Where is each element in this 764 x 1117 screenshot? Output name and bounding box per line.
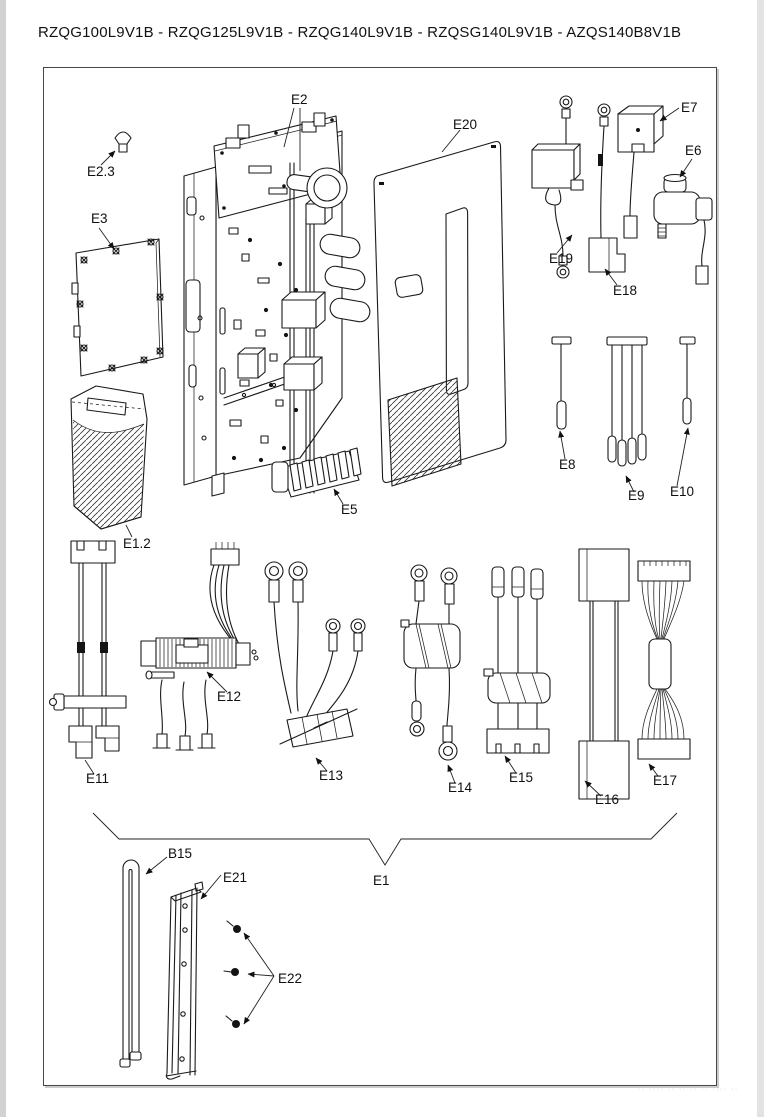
- part-e16-connector-harness: [579, 549, 629, 799]
- part-e3-pcb: [72, 228, 163, 376]
- label-e6: E6: [685, 143, 702, 158]
- part-e2-switchbox-assembly: [184, 108, 371, 496]
- label-e16: E16: [595, 792, 620, 807]
- label-e2-3: E2.3: [87, 164, 115, 179]
- parts-diagram-svg: [44, 68, 716, 1085]
- label-e1-2: E1.2: [123, 536, 151, 551]
- label-e17: E17: [653, 773, 678, 788]
- label-e15: E15: [509, 770, 534, 785]
- label-e5: E5: [341, 502, 358, 517]
- label-e11: E11: [86, 771, 110, 786]
- label-e13: E13: [319, 768, 344, 783]
- diagram-frame: [43, 67, 717, 1086]
- part-e22-screws: [224, 921, 274, 1028]
- label-e10: E10: [670, 484, 695, 499]
- label-e1: E1: [373, 873, 390, 888]
- label-e20: E20: [453, 117, 478, 132]
- part-e6-motor: [654, 159, 712, 284]
- part-e1-2-bag: [71, 386, 147, 537]
- label-e12: E12: [217, 689, 242, 704]
- label-e2: E2: [291, 92, 308, 107]
- part-e12-crankcase-heater: [141, 542, 258, 750]
- label-e8: E8: [559, 457, 576, 472]
- part-e10-thermistor: [677, 337, 695, 486]
- label-e22: E22: [278, 971, 303, 986]
- label-e7: E7: [681, 100, 698, 115]
- part-e20-cover-panel: [374, 130, 506, 486]
- part-e14-leads-ferrite: [401, 565, 460, 783]
- part-e13-lead-set: [265, 562, 365, 771]
- label-e9: E9: [628, 488, 645, 503]
- label-e18: E18: [613, 283, 638, 298]
- label-e3: E3: [91, 211, 108, 226]
- page-title: RZQG100L9V1B - RZQG125L9V1B - RZQG140L9V1B - RZQSG140L9V1B - AZQS140B8V1B: [38, 24, 682, 41]
- page-edge-left: [0, 0, 6, 1117]
- part-e11-harness: [50, 541, 127, 774]
- part-e17-ribbon-harness: [638, 561, 690, 776]
- label-e21: E21: [223, 870, 248, 885]
- part-e2-3-fastener: [101, 132, 131, 165]
- page-edge-right: [757, 0, 764, 1117]
- part-e8-thermistor: [552, 337, 571, 459]
- part-e9-thermistor-set: [607, 337, 647, 492]
- label-b15: B15: [168, 846, 193, 861]
- label-e19: E19: [549, 251, 574, 266]
- part-e15-lead-set: [484, 567, 550, 773]
- label-e14: E14: [448, 780, 473, 795]
- watermark-code: ·· ···· ·· ·· ·· ·· ···· ··: [638, 1086, 739, 1093]
- part-e21-rail: [166, 875, 221, 1079]
- part-b15-tube: [120, 857, 167, 1067]
